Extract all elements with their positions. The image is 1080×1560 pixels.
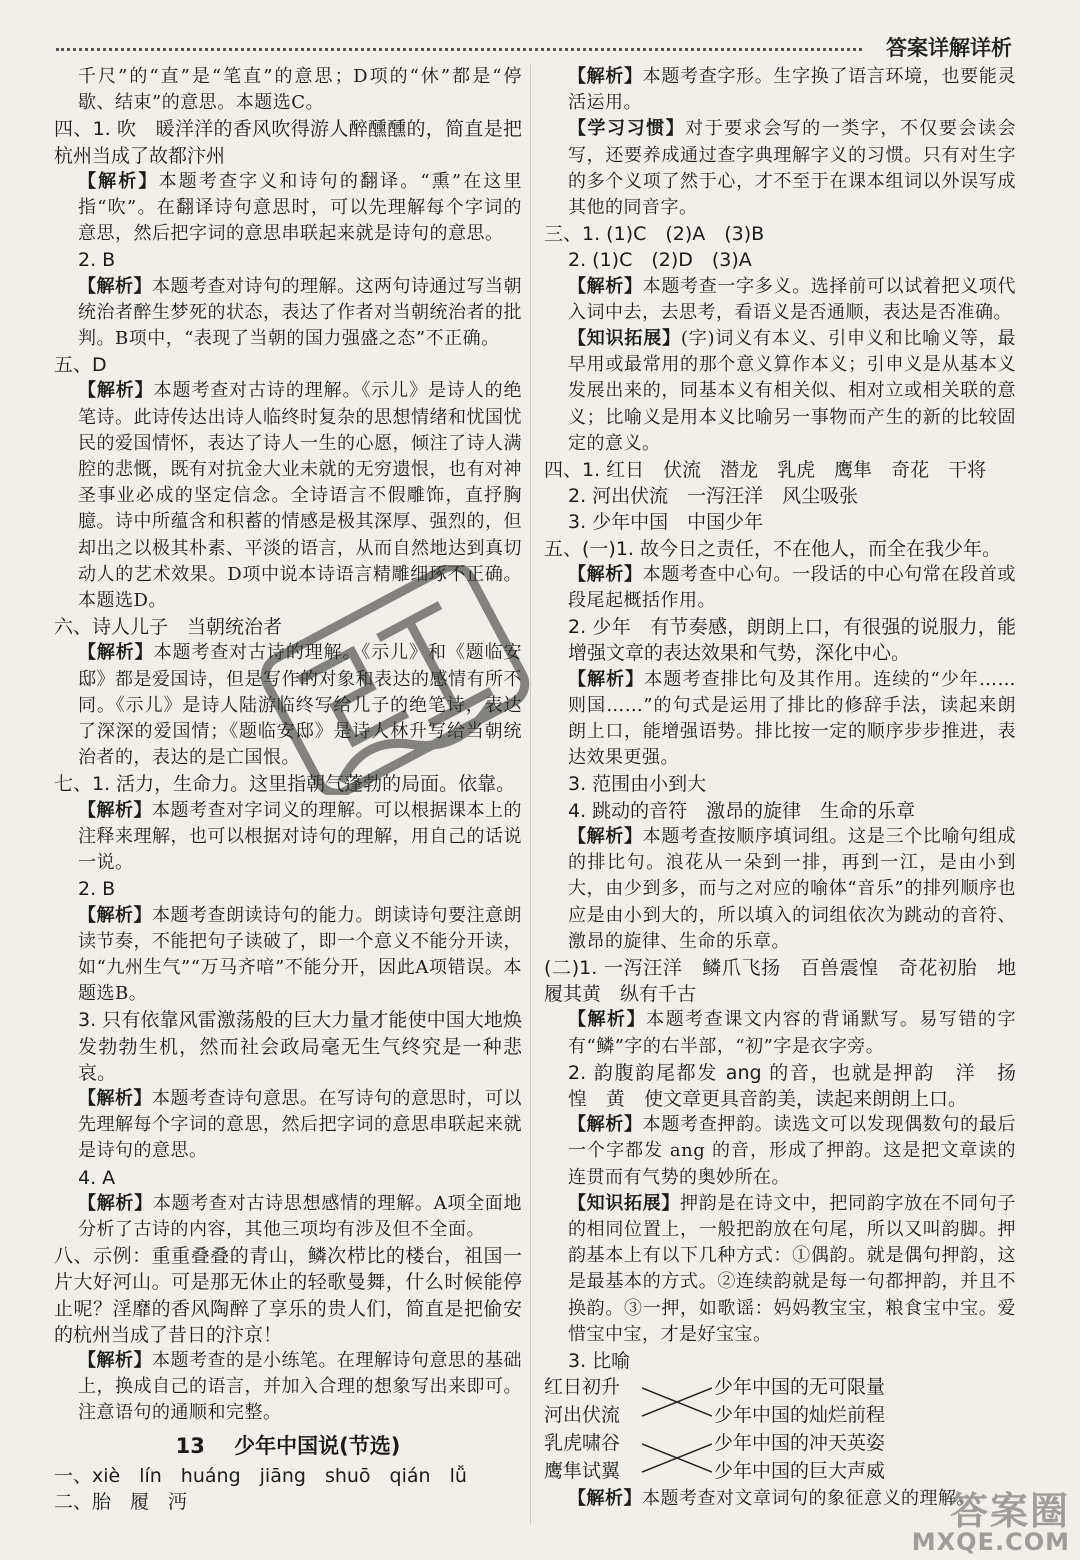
block-text: 3. 比喻 bbox=[568, 1349, 631, 1372]
block-text: 本题考查对古诗思想感情的理解。A项全面地分析了古诗的内容，其他三项均有涉及但不全面。 bbox=[78, 1192, 523, 1240]
block-text: 2. 河出伏流 一泻汪洋 风尘吸张 bbox=[568, 485, 859, 508]
sub-answer bbox=[544, 771, 1016, 797]
explanation bbox=[54, 903, 522, 1008]
watermark-url: MXQE.COM bbox=[911, 1528, 1070, 1556]
explanation bbox=[54, 378, 522, 614]
block-text: 本题考查朗读诗句的能力。朗读诗句要注意朗读节奏，不能把句子读破了，即一个意义不能分开读，如“九州生气”“万马齐喑”不能分开，因此A项错误。本题选B。 bbox=[78, 904, 522, 1005]
block-text: 七、1. 活力，生命力。这里指朝气蓬勃的局面。依靠。 bbox=[54, 773, 516, 796]
explanation bbox=[54, 640, 522, 771]
question-answer bbox=[54, 614, 522, 640]
explanation-tag: 【解析】 bbox=[78, 380, 154, 402]
matching-right-item: 少年中国的灿烂前程 bbox=[714, 1404, 886, 1427]
matching-left-item: 河出伏流 bbox=[544, 1404, 621, 1427]
sub-answer bbox=[544, 483, 1016, 509]
matching-right-item: 少年中国的冲天英姿 bbox=[714, 1432, 886, 1455]
block-text: 一、xiè lín huáng jiāng shuō qián lǚ bbox=[54, 1464, 467, 1487]
explanation-tag: 【学习习惯】 bbox=[568, 118, 686, 140]
block-text: 4. 跳动的音符 激昂的旋律 生命的乐章 bbox=[568, 799, 916, 822]
block-text: 本题考查课文内容的背诵默写。易写错的字有“鳞”字的右半部，“初”字是衣字旁。 bbox=[568, 1009, 1017, 1057]
explanation bbox=[544, 274, 1016, 326]
block-text: 对于要求会写的一类字，不仅要会读会写，还要养成通过查字典理解字义的习惯。只有对生字的多个义项了然于心，才不至于在课本组词以外误写成其他的同音字。 bbox=[568, 118, 1017, 219]
sub-answer bbox=[54, 247, 522, 273]
block-text: 3. 少年中国 中国少年 bbox=[568, 511, 764, 534]
block-text: 六、诗人儿子 当朝统治者 bbox=[54, 616, 283, 639]
explanation-tag: 【解析】 bbox=[78, 1349, 152, 1371]
explanation bbox=[544, 116, 1016, 221]
left-column-tail bbox=[54, 1463, 522, 1515]
question-answer bbox=[54, 771, 522, 797]
block-text: 押韵是在诗文中，把同韵字放在不同句子的相同位置上，一般把韵放在句尾，所以又叫韵脚。押韵基本上有以下几种方式：①偶韵。就是偶句押韵，这是最基本的方式。②连续韵就是每一句都押韵，并且不换韵。③一押，如歌谣：妈妈教宝宝，粮食宝中宝。爱惜宝中宝，才是好宝宝。 bbox=[568, 1192, 1017, 1345]
question-answer bbox=[544, 536, 1016, 562]
watermark-logo-text: 答案圈 bbox=[949, 1489, 1070, 1533]
sub-answer bbox=[54, 1165, 522, 1191]
sub-answer bbox=[544, 798, 1016, 824]
explanation bbox=[54, 1348, 522, 1427]
explanation bbox=[54, 1086, 522, 1165]
explanation-tag: 【解析】 bbox=[568, 66, 643, 87]
block-text: 本题考查对古诗的理解。《示儿》和《题临安邸》都是爱国诗，但是写作的对象和表达的感情有所不同。《示儿》是诗人陆游临终写给儿子的绝笔诗，表达了深深的爱国情；《题临安邸》是诗人林升写给当朝统治者的，表达的是亡国恨。 bbox=[78, 642, 523, 769]
right-column-body bbox=[544, 64, 1036, 1374]
lesson-number: 13 bbox=[175, 1433, 205, 1458]
explanation bbox=[544, 667, 1016, 772]
site-watermark bbox=[911, 1489, 1070, 1556]
block-text: 四、1. 吹 暖洋洋的香风吹得游人醉醺醺的，简直是把杭州当成了故都汴州 bbox=[54, 118, 522, 167]
block-text: 本题考查排比句及其作用。连续的“少年……则国……”的句式是运用了排比的修辞手法，读起来朗朗上口，能增强语势。排比按一定的顺序步步推进，表达效果更强。 bbox=[568, 668, 1016, 769]
header-dotted-rule bbox=[56, 48, 862, 51]
block-text: 本题考查字形。生字换了语言环境，也要能灵活运用。 bbox=[568, 66, 1017, 114]
matching-left-item: 红日初升 bbox=[544, 1376, 621, 1399]
lesson-title: 少年中国说(节选) bbox=[234, 1433, 401, 1458]
explanation-tag: 【解析】 bbox=[78, 642, 154, 664]
block-text: 3. 只有依靠风雷激荡般的巨大力量才能使中国大地焕发勃勃生机，然而社会政局毫无生气终究是一种悲哀。 bbox=[78, 1009, 522, 1084]
block-text: 三、1. (1)C (2)A (3)B bbox=[544, 223, 765, 246]
explanation-tag: 【知识拓展】 bbox=[568, 1192, 681, 1214]
block-text: 本题考查一字多义。选择前可以试着把义项代入词中去，去思考，看语义是否通顺，表达是否准确。 bbox=[568, 275, 1017, 323]
question-answer bbox=[54, 1463, 522, 1489]
block-text: 2. (1)C (2)D (3)A bbox=[568, 249, 752, 272]
explanation bbox=[544, 326, 1016, 457]
explanation bbox=[54, 798, 522, 877]
explanation bbox=[544, 562, 1016, 614]
explanation bbox=[54, 169, 522, 248]
sub-answer bbox=[54, 1007, 522, 1086]
explanation bbox=[544, 1112, 1016, 1191]
block-text: 2. B bbox=[78, 249, 116, 272]
explanation bbox=[544, 824, 1016, 955]
block-text: 本题考查对诗句的理解。这两句诗通过写当朝统治者醉生梦死的状态，表达了作者对当朝统治者的批判。B项中，“表现了当朝的国力强盛之态”不正确。 bbox=[78, 275, 522, 350]
explanation bbox=[54, 274, 522, 353]
block-text: (字)词义有本义、引申义和比喻义等，最早用或最常用的那个意义算作本义；引申义是从基本义发展出来的，同基本义有相关似、相对立或相关联的意义；比喻义是用本义比喻另一事物而产生的新的比较固定的意义。 bbox=[568, 328, 1017, 454]
block-text: 五、(一)1. 故今日之责任，不在他人，而全在我少年。 bbox=[544, 537, 1001, 560]
explanation-tag: 【解析】 bbox=[568, 275, 643, 297]
matching-right-item: 少年中国的巨大声威 bbox=[714, 1460, 886, 1483]
explanation-tag: 【解析】 bbox=[78, 1192, 153, 1214]
block-text: 4. A bbox=[78, 1166, 116, 1189]
matching-right-item: 少年中国的无可限量 bbox=[714, 1376, 886, 1399]
block-text: 2. 韵腹韵尾都发 ang 的音，也就是押韵 洋 扬 惶 黄 使文章更具音韵美，读起来朗朗上口。 bbox=[568, 1061, 1036, 1110]
lesson-heading bbox=[54, 1433, 522, 1459]
question-answer bbox=[54, 116, 522, 168]
explanation-tag: 【解析】 bbox=[568, 563, 643, 585]
block-text: 本题考查的是小练笔。在理解诗句意思的基础上，换成自己的语言，并加入合理的想象写出来即可。注意语句的通顺和完整。 bbox=[78, 1349, 522, 1424]
explanation-tag: 【解析】 bbox=[568, 1488, 642, 1510]
header-title: 答案详解详析 bbox=[886, 36, 1012, 60]
sub-answer bbox=[544, 1060, 1036, 1112]
page-header bbox=[56, 30, 1012, 60]
left-column bbox=[54, 64, 522, 1515]
question-answer bbox=[54, 1243, 522, 1348]
block-text: 五、D bbox=[54, 354, 107, 377]
question-answer bbox=[544, 955, 1016, 1007]
block-text: 2. 少年 有节奏感，朗朗上口，有很强的说服力，能增强文章的表达效果和气势，深化中心。 bbox=[568, 616, 1016, 665]
sub-answer bbox=[54, 876, 522, 902]
explanation bbox=[544, 64, 1016, 116]
question-answer bbox=[54, 1489, 522, 1515]
column-divider bbox=[530, 64, 531, 1524]
explanation-tag: 【解析】 bbox=[568, 825, 643, 847]
matching-left-item: 鹰隼试翼 bbox=[544, 1460, 621, 1483]
block-text: 3. 范围由小到大 bbox=[568, 773, 707, 796]
left-column-body bbox=[54, 64, 522, 1427]
matching-lines bbox=[642, 1374, 712, 1486]
explanation-tag: 【解析】 bbox=[568, 1009, 647, 1031]
explanation-tag: 【解析】 bbox=[568, 1114, 643, 1136]
block-text: 本题考查字义和诗句的翻译。“熏”在这里指“吹”。在翻译诗句意思时，可以先理解每个字词的意思，然后把字词的意思串联起来就是诗句的意思。 bbox=[78, 170, 522, 245]
explanation bbox=[54, 64, 522, 116]
sub-answer bbox=[544, 247, 1016, 273]
block-text: 四、1. 红日 伏流 潜龙 乳虎 鹰隼 奇花 干将 bbox=[544, 459, 987, 482]
question-answer bbox=[54, 352, 522, 378]
block-text: 本题考查按顺序填词组。这是三个比喻句组成的排比句。浪花从一朵到一排，再到一江，是由小到大，由少到多，而与之对应的喻体“音乐”的排列顺序也应是由小到大的，所以填入的词组依次为跳动的音符、激昂的旋律、生命的乐章。 bbox=[568, 825, 1017, 952]
explanation bbox=[544, 1007, 1016, 1059]
sub-answer bbox=[544, 1348, 1016, 1374]
explanation-tag: 【解析】 bbox=[78, 904, 152, 926]
explanation-tag: 【解析】 bbox=[78, 1087, 152, 1109]
block-text: 2. B bbox=[78, 878, 116, 901]
block-text: 八、示例：重重叠叠的青山，鳞次栉比的楼台，祖国一片大好河山。可是那无休止的轻歌曼舞，什么时候能停止呢？淫靡的香风陶醉了享乐的贵人们，简直是把偷安的杭州当成了昔日的汴京！ bbox=[54, 1245, 522, 1346]
block-text: 本题考查对文章词句的象征意义的理解。 bbox=[642, 1488, 975, 1510]
block-text: 本题考查中心句。一段话的中心句常在段首或段尾起概括作用。 bbox=[568, 563, 1017, 612]
explanation bbox=[54, 1191, 522, 1243]
block-text: 二、胎 履 沔 bbox=[54, 1490, 188, 1513]
block-text: (二)1. 一泻汪洋 鳞爪飞扬 百兽震惶 奇花初胎 地履其黄 纵有千古 bbox=[544, 956, 1016, 1006]
sub-answer bbox=[544, 509, 1016, 535]
explanation-tag: 【知识拓展】 bbox=[568, 328, 681, 350]
matching-exercise bbox=[544, 1374, 1016, 1486]
matching-left-item: 乳虎啸谷 bbox=[544, 1432, 621, 1455]
sub-answer bbox=[544, 614, 1016, 666]
block-text: 本题考查对古诗的理解。《示儿》是诗人的绝笔诗。此诗传达出诗人临终时复杂的思想情绪和忧国忧民的爱国情怀，表达了诗人一生的心愿，倾注了诗人满腔的悲慨，既有对抗金大业未就的无穷遗恨，也有对神圣事业必成的坚定信念。全诗语言不假雕饰，直抒胸臆。诗中所蕴含和积蓄的情感是极其深厚、强烈的，但却出之以极其朴素、平淡的语言，从而自然地达到真切动人的艺术效果。D项中说本诗语言精雕细琢不正确。本题选D。 bbox=[78, 380, 523, 612]
explanation-tag: 【解析】 bbox=[78, 275, 152, 297]
block-text: 本题考查对字词义的理解。可以根据课本上的注释来理解，也可以根据对诗句的理解，用自己的话说一说。 bbox=[78, 799, 522, 874]
question-answer bbox=[544, 221, 1016, 247]
explanation bbox=[544, 1191, 1016, 1348]
block-text: 千尺”的“直”是“笔直”的意思；D项的“休”都是“停歇、结束”的意思。本题选C。 bbox=[78, 66, 522, 114]
right-column bbox=[544, 64, 1036, 1512]
explanation-tag: 【解析】 bbox=[568, 668, 645, 690]
explanation-tag: 【解析】 bbox=[78, 799, 152, 821]
block-text: 本题考查诗句意思。在写诗句的意思时，可以先理解每个字词的意思，然后把字词的意思串联起来就是诗句的意思。 bbox=[78, 1087, 522, 1162]
explanation-tag: 【解析】 bbox=[78, 170, 159, 192]
question-answer bbox=[544, 457, 1016, 483]
block-text: 本题考查押韵。读选文可以发现偶数句的最后一个字都发 ang 的音，形成了押韵。这是把文章读的连贯而有气势的奥妙所在。 bbox=[568, 1114, 1017, 1188]
